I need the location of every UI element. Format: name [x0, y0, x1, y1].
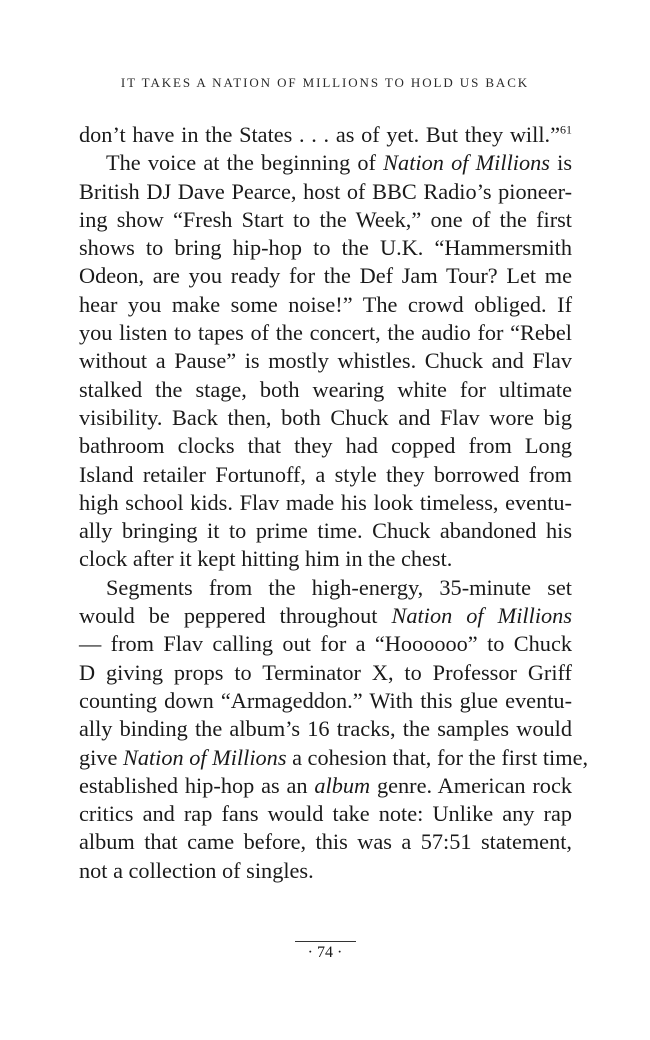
text-line: stalked the stage, both wearing white for ultimate: [79, 376, 572, 402]
text-line: don’t have in the States . . . as of yet. But they will.”$^{61}$: [79, 122, 572, 147]
text-line: clock after it kept hitting him in the chest.: [79, 546, 453, 572]
text-line: would be peppered throughout Nation of Millions: [79, 603, 572, 629]
text-line: not a collection of singles.: [79, 857, 314, 883]
text-line: The voice at the beginning of Nation of Millions is: [106, 150, 572, 176]
text-line: ally bringing it to prime time. Chuck abandoned his: [79, 518, 572, 544]
text-line: British DJ Dave Pearce, host of BBC Radio’s pioneer-: [79, 178, 572, 204]
footnote-ref: 61: [560, 122, 572, 137]
text-line: critics and rap fans would take note: Unlike any rap: [79, 801, 572, 827]
running-head: IT TAKES A NATION OF MILLIONS TO HOLD US BACK: [120, 75, 530, 90]
text-line: shows to bring hip-hop to the U.K. “Hammersmith: [79, 235, 572, 261]
text-line: album that came before, this was a 57:51 statement,: [79, 829, 572, 855]
text-line: D giving props to Terminator X, to Professor Griff: [79, 659, 572, 685]
text-line: Island retailer Fortunoff, a style they borrowed from: [79, 461, 572, 487]
text-line: bathroom clocks that they had copped from Long: [79, 433, 572, 459]
text-line: established hip-hop as an album genre. American rock: [79, 772, 572, 798]
folio-rule: [295, 941, 356, 942]
text-line: visibility. Back then, both Chuck and Flav wore big: [79, 404, 572, 430]
text-line: give Nation of Millions a cohesion that, for the first time,: [79, 744, 589, 770]
text-line: without a Pause” is mostly whistles. Chuck and Flav: [79, 348, 572, 374]
text-line: you listen to tapes of the concert, the audio for “Rebel: [79, 320, 572, 346]
text-line: high school kids. Flav made his look timeless, eventu-: [79, 489, 572, 515]
text-line: ally binding the album’s 16 tracks, the samples would: [79, 716, 572, 742]
body-text: [79, 121, 589, 885]
text-line: Segments from the high-energy, 35-minute set: [106, 574, 572, 600]
page-number: · 74 ·: [307, 944, 343, 961]
text-line: — from Flav calling out for a “Hoooooo” to Chuck: [79, 631, 572, 657]
text-line: counting down “Armageddon.” With this glue eventu-: [79, 687, 572, 713]
text-line: hear you make some noise!” The crowd obliged. If: [79, 291, 572, 317]
text-line: ing show “Fresh Start to the Week,” one of the first: [79, 206, 572, 232]
text-line: Odeon, are you ready for the Def Jam Tour? Let me: [79, 263, 572, 289]
